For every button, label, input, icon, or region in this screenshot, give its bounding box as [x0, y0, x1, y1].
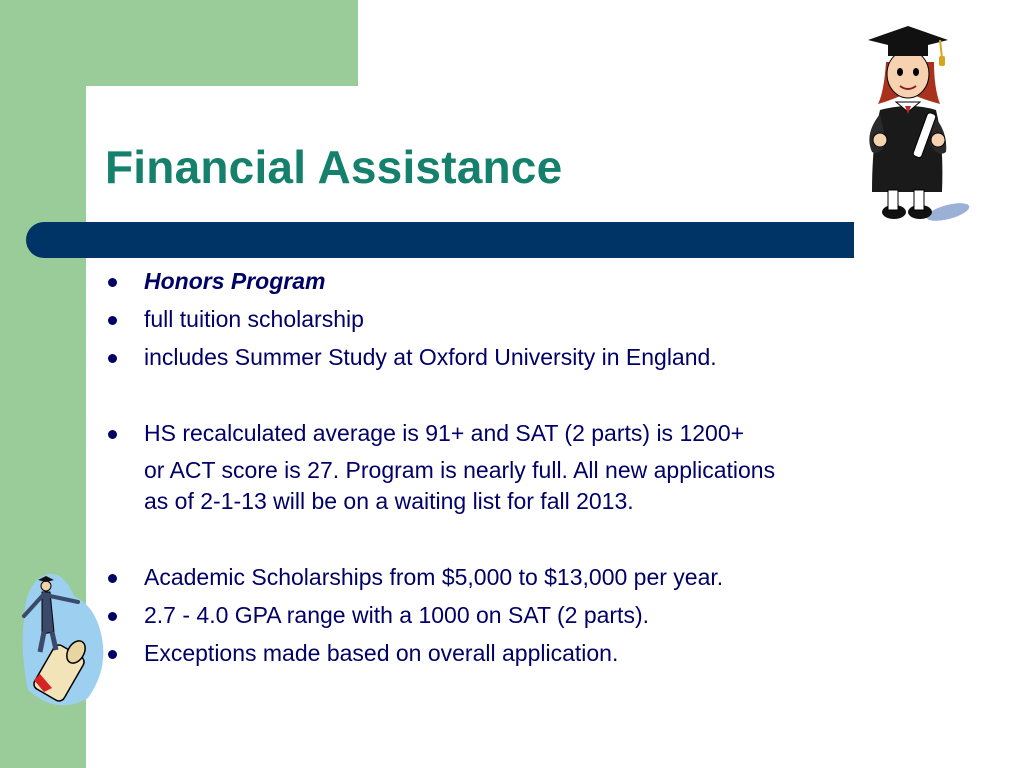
- bullet-dot: [108, 316, 117, 325]
- bullet-dot: [108, 278, 117, 287]
- bullet-dot: [108, 574, 117, 583]
- bullet-full-tuition: full tuition scholarship: [105, 306, 965, 333]
- slide-title: Financial Assistance: [105, 141, 563, 193]
- top-green-frame: [0, 0, 358, 86]
- bullet-hs-average: HS recalculated average is 91+ and SAT (2 parts) is 1200+: [105, 420, 965, 447]
- bullet-oxford: includes Summer Study at Oxford University in England.: [105, 344, 965, 371]
- bullet-dot: [108, 650, 117, 659]
- bullet-list: [105, 268, 965, 667]
- bullet-dot: [108, 430, 117, 439]
- graduate-scroll-clipart: [18, 570, 106, 712]
- bullet-hs-average-cont-2: as of 2-1-13 will be on a waiting list for fall 2013.: [144, 488, 634, 514]
- bullet-exceptions: Exceptions made based on overall application.: [105, 640, 965, 667]
- bullet-gpa-range: 2.7 - 4.0 GPA range with a 1000 on SAT (2 parts).: [105, 602, 965, 629]
- title-underline-bar: [26, 222, 854, 258]
- bullet-honors-program: Honors Program: [105, 268, 965, 295]
- graduate-girl-clipart: [858, 22, 972, 234]
- bullet-dot: [108, 612, 117, 621]
- bullet-hs-average-cont-1: or ACT score is 27. Program is nearly full. All new applications: [144, 457, 776, 483]
- bullet-academic-scholarships: Academic Scholarships from $5,000 to $13,000 per year.: [105, 564, 965, 591]
- bullet-dot: [108, 354, 117, 363]
